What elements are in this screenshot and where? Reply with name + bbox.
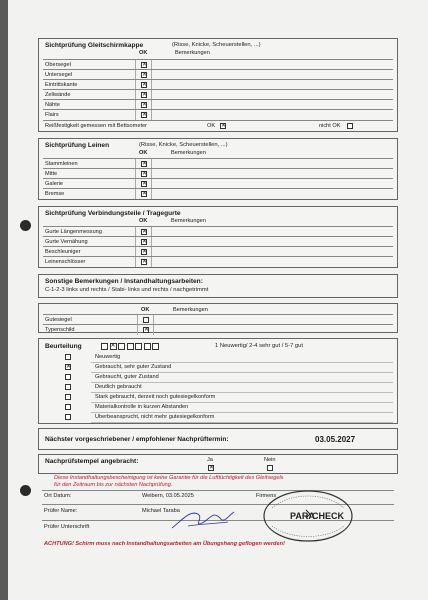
ok-checkbox[interactable]: [143, 317, 149, 323]
row-label: Gurte Vernähung: [45, 238, 88, 245]
ok-checkbox[interactable]: ✕: [142, 101, 148, 108]
section-sonstige: [38, 274, 398, 298]
assessment-option-label: Gebraucht, sehr guter Zustand: [95, 363, 172, 370]
section-guetesiegel: [38, 303, 398, 333]
warning-line2: für den Zeitraum bis zur nächsten Nachprüfung.: [54, 482, 173, 488]
row-divider: [91, 422, 393, 423]
row-label: Obersegel: [45, 61, 71, 68]
check-row: [43, 188, 393, 199]
ok-checkbox[interactable]: ✕: [142, 111, 148, 118]
rating-scale-box[interactable]: ✕: [110, 343, 116, 349]
check-row: [43, 324, 393, 335]
tear-nok-label: nicht OK: [319, 122, 341, 129]
section-title: Sichtprüfung Leinen: [45, 142, 110, 149]
row-label: Zellwände: [45, 91, 71, 98]
ok-checkbox[interactable]: ✕: [142, 190, 148, 197]
section-title: Sichtprüfung Verbindungsteile / Tragegurte: [45, 210, 181, 217]
assessment-checkbox[interactable]: [65, 394, 71, 400]
ok-checkbox[interactable]: ✕: [142, 91, 148, 98]
rating-scale-box[interactable]: [127, 343, 134, 350]
row-label: Eintrittskante: [45, 81, 78, 88]
pruefer-value: Michael Taraba: [142, 508, 180, 514]
rating-scale-box[interactable]: [144, 343, 151, 350]
assessment-option-label: Deutlich gebraucht: [95, 383, 142, 390]
section-kappe: [38, 38, 398, 132]
sonstige-text: C-1-2-3 links und rechts / Stabi- links und rechts / nachgetrimmt: [45, 287, 209, 293]
assessment-option-label: Neuwertig: [95, 353, 121, 360]
section-note: (Risse, Knicke, Scheuerstellen, ...): [139, 142, 228, 148]
stamp-ja-checkbox[interactable]: ✕: [209, 465, 215, 471]
ok-checkbox[interactable]: ✕: [142, 228, 148, 235]
col-remarks-header: Bemerkungen: [171, 218, 206, 224]
section-naechster: [38, 428, 398, 450]
section-title: Beurteilung: [45, 343, 82, 350]
assessment-option-label: Stark gebraucht, derzeit noch gutesiegelkonform: [95, 393, 216, 400]
stamp-nein-label: Nein: [264, 457, 276, 463]
rating-scale-box[interactable]: [135, 343, 142, 350]
col-remarks-header: Bemerkungen: [171, 150, 206, 156]
stamp-ja-label: Ja: [207, 457, 213, 463]
punch-hole: [20, 220, 31, 231]
row-label: Leinenschlösser: [45, 258, 86, 265]
section-verbindung: [38, 206, 398, 268]
row-label: Galerie: [45, 180, 64, 187]
assessment-option-label: Uberbeansprucht, nicht mehr gutesiegelkonform: [95, 413, 215, 420]
next-check-label: Nächster vorgeschriebener / empfohlener Nachprüftermin:: [45, 436, 229, 443]
ok-checkbox[interactable]: ✕: [142, 160, 148, 167]
column-divider: [135, 257, 136, 267]
ok-checkbox[interactable]: ✕: [142, 61, 148, 68]
next-check-date: 03.05.2027: [315, 435, 356, 444]
column-divider: [153, 325, 154, 335]
section-beurteilung: [38, 338, 398, 424]
row-label: Gutesiegel: [45, 316, 72, 323]
assessment-checkbox[interactable]: ✕: [66, 363, 72, 370]
stamp-text-para: PARA: [290, 511, 315, 521]
stamp-text-check: CHECK: [312, 511, 345, 521]
row-label: Bremse: [45, 190, 65, 197]
column-divider: [135, 110, 136, 120]
check-row: [43, 256, 393, 267]
firmen-label: Firmens: [256, 493, 277, 499]
scale-note: 1 Neuwertig/ 2-4 sehr gut / 5-7 gut: [215, 343, 303, 349]
ok-checkbox[interactable]: ✕: [142, 248, 148, 255]
assessment-checkbox[interactable]: [65, 354, 71, 360]
col-ok-header: OK: [141, 307, 150, 313]
row-label: Gurte Längenmessung: [45, 228, 102, 235]
assessment-option-label: Gebraucht, guter Zustand: [95, 373, 159, 380]
assessment-checkbox[interactable]: [65, 414, 71, 420]
section-leinen: [38, 138, 398, 200]
col-remarks-header: Bemerkungen: [175, 50, 210, 56]
ok-checkbox[interactable]: ✕: [142, 170, 148, 177]
achtung-text: ACHTUNG! Schirm muss nach Instandhaltungsarbeiten am Übungshang geflogen werden!: [44, 541, 285, 547]
col-remarks-header: Bemerkungen: [173, 307, 208, 313]
stamp-label: Nachprüfstempel angebracht:: [45, 458, 139, 465]
row-label: Flairs: [45, 111, 59, 118]
column-divider: [151, 189, 152, 199]
section-note: (Risse, Knicke, Scheuerstellen, ...): [172, 42, 261, 48]
row-label: Stammleinen: [45, 160, 78, 167]
rating-scale-box[interactable]: [152, 343, 159, 350]
row-label: Nähte: [45, 101, 60, 108]
ok-checkbox[interactable]: ✕: [142, 238, 148, 245]
section-title: Sichtprüfung Gleitschirmkappe: [45, 42, 144, 49]
column-divider: [151, 257, 152, 267]
pruefer-label: Prüfer Name:: [44, 508, 78, 514]
ok-checkbox[interactable]: ✕: [142, 71, 148, 78]
ort-value: Weibern, 03.05.2025: [142, 493, 194, 499]
unterschrift-label: Prüfer Unterschrift: [44, 524, 90, 530]
check-row: [43, 109, 393, 120]
assessment-option-label: Materialkontrolle in kurzen Abstanden: [95, 403, 189, 410]
tear-label: Reißfestigkeit gemessen mit Bettsometer: [45, 122, 147, 129]
ok-checkbox[interactable]: ✕: [142, 258, 148, 265]
column-divider: [137, 325, 138, 335]
assessment-checkbox[interactable]: [65, 374, 71, 380]
warning-line1: Diese Instandhaltungsbescheinigung ist keine Garantie für die Lufttüchtigkeit des Gleitsegels: [54, 475, 284, 481]
column-divider: [151, 110, 152, 120]
section-stempel: [38, 454, 398, 474]
tear-nok-checkbox[interactable]: [347, 123, 353, 129]
col-ok-header: OK: [139, 218, 148, 224]
row-label: Typenschild: [45, 326, 75, 333]
assessment-checkbox[interactable]: [65, 384, 71, 390]
stamp-nein-checkbox[interactable]: [267, 465, 273, 471]
rating-scale-box[interactable]: [101, 343, 108, 350]
punch-hole: [20, 485, 31, 496]
ok-checkbox[interactable]: ✕: [142, 180, 148, 187]
ort-label: Ort Datum:: [44, 493, 72, 499]
column-divider: [135, 189, 136, 199]
company-stamp: [250, 488, 370, 544]
tear-ok-label: OK: [207, 122, 216, 129]
tear-ok-checkbox[interactable]: ✕: [221, 122, 227, 129]
row-label: Mitte: [45, 170, 58, 177]
col-ok-header: OK: [139, 50, 148, 56]
row-label: Untersegel: [45, 71, 73, 78]
tear-row: [43, 120, 393, 131]
rating-scale-box[interactable]: [118, 343, 125, 350]
col-ok-header: OK: [139, 150, 148, 156]
section-title: Sonstige Bemerkungen / Instandhaltungsarbeiten:: [45, 278, 203, 285]
ok-checkbox[interactable]: ✕: [144, 326, 150, 333]
ok-checkbox[interactable]: ✕: [142, 81, 148, 88]
row-label: Beschleuniger: [45, 248, 81, 255]
handwritten-signature: [168, 504, 238, 532]
assessment-checkbox[interactable]: [65, 404, 71, 410]
